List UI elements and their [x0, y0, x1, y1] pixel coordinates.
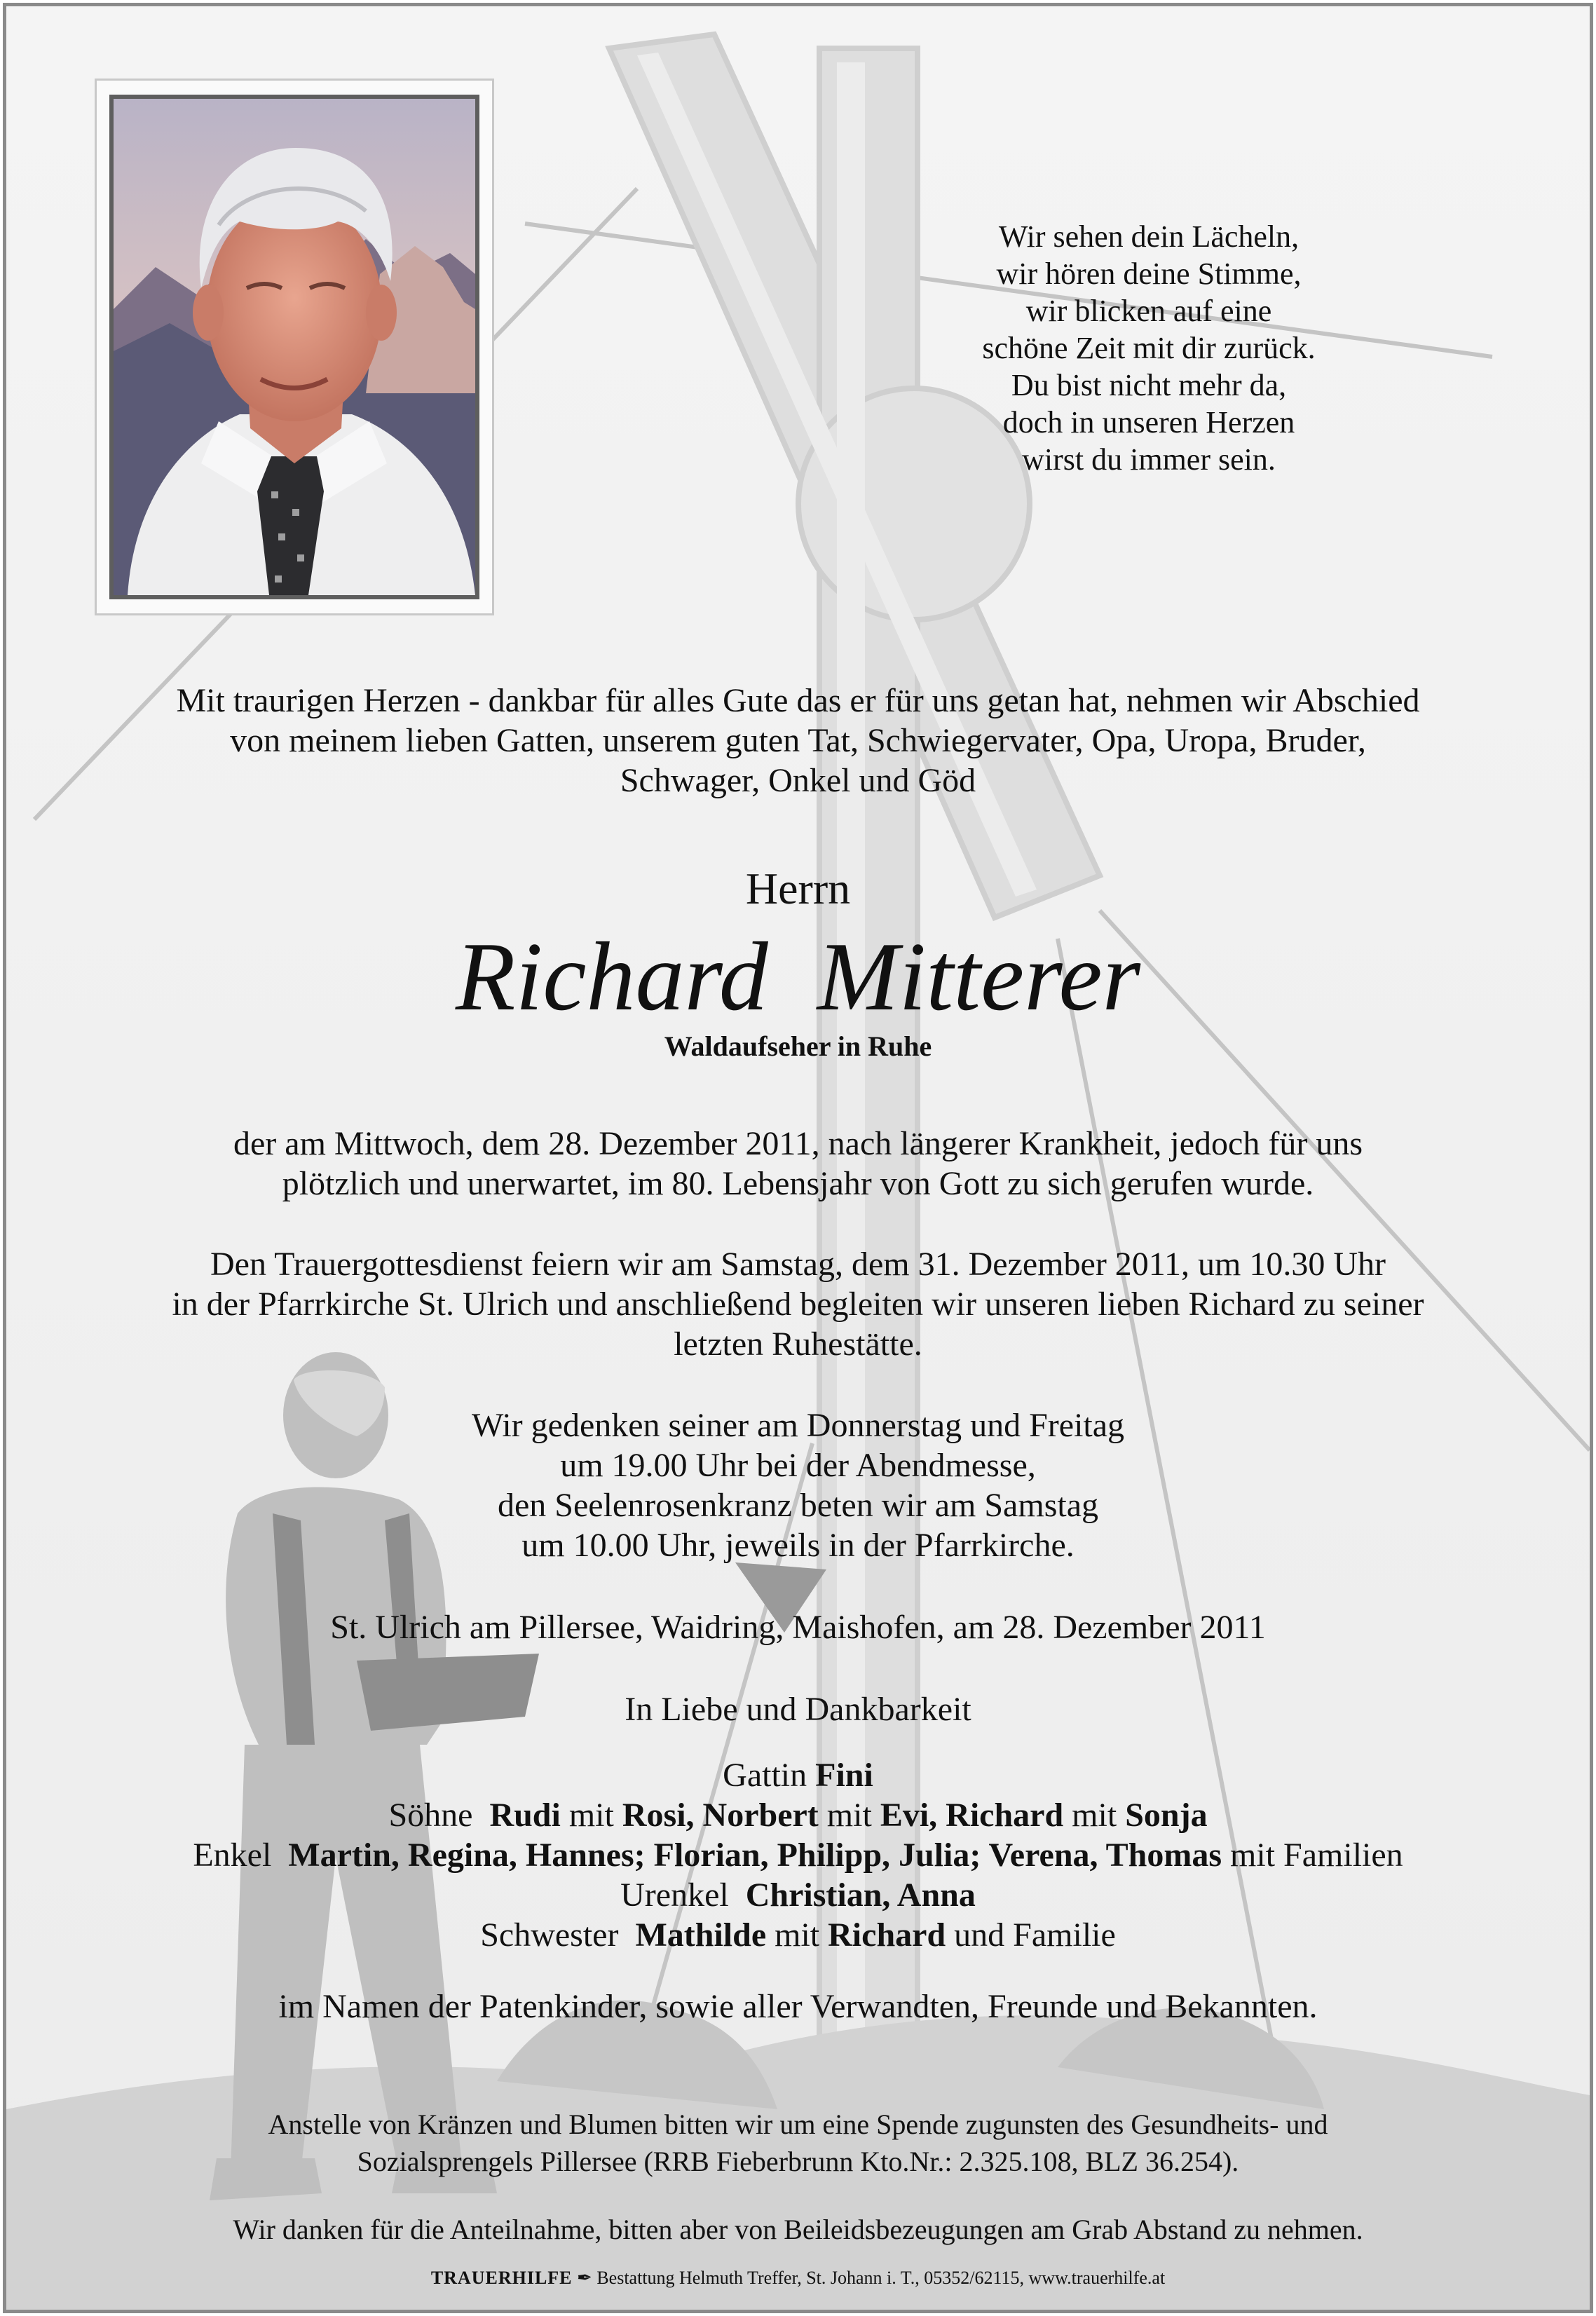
- closing-phrase: In Liebe und Dankbarkeit: [625, 1691, 971, 1728]
- family-member: Rosi,: [622, 1797, 695, 1834]
- family-member: Mathilde: [635, 1916, 767, 1954]
- family-member: Richard: [946, 1797, 1064, 1834]
- place-date: St. Ulrich am Pillersee, Waidring, Maishofen, am 28. Dezember 2011: [330, 1609, 1266, 1646]
- footer-brand: TRAUERHILFE: [430, 2268, 573, 2288]
- footer-text: Bestattung Helmuth Treffer, St. Johann i. T., 05352/62115, www.trauerhilfe.at: [596, 2268, 1166, 2288]
- poem-line: wir hören deine Stimme,: [996, 257, 1302, 291]
- family-member: Evi,: [880, 1797, 938, 1834]
- family-connector: mit: [826, 1797, 872, 1834]
- family-member: Norbert: [702, 1797, 819, 1834]
- portrait-frame: [95, 79, 494, 615]
- feather-icon: ✒: [577, 2268, 592, 2288]
- funeral-line: Den Trauergottesdienst feiern wir am Samstag, dem 31. Dezember 2011, um 10.30 Uhr: [210, 1246, 1386, 1283]
- on-behalf-text: im Namen der Patenkinder, sowie aller Verwandten, Freunde und Bekannten.: [278, 1988, 1318, 2025]
- family-label: Söhne: [388, 1797, 473, 1834]
- portrait-photo: [109, 95, 479, 599]
- memorial-info: [6, 1405, 1590, 1565]
- family-member: Rudi: [489, 1797, 561, 1834]
- donation-line: Anstelle von Kränzen und Blumen bitten wir um eine Spende zugunsten des Gesundheits- und: [268, 2109, 1328, 2140]
- intro-line: von meinem lieben Gatten, unserem guten Tat, Schwiegervater, Opa, Uropa, Bruder,: [230, 722, 1366, 759]
- family-connector: mit: [775, 1916, 820, 1954]
- thanks-text: Wir danken für die Anteilnahme, bitten aber von Beileidsbezeugungen am Grab Abstand zu nehmen.: [233, 2214, 1363, 2245]
- deceased-name: [6, 921, 1590, 1033]
- profession: Waldaufseher in Ruhe: [664, 1030, 932, 1062]
- family-list: [6, 1755, 1590, 1955]
- family-connector: mit: [1072, 1797, 1117, 1834]
- family-line-sister: [6, 1915, 1590, 1955]
- memorial-line: den Seelenrosenkranz beten wir am Samstag: [497, 1487, 1099, 1524]
- intro-text: [6, 681, 1590, 801]
- family-label: Schwester: [480, 1916, 619, 1954]
- memorial-line: um 10.00 Uhr, jeweils in der Pfarrkirche.: [521, 1527, 1075, 1564]
- family-label: Urenkel: [620, 1876, 729, 1914]
- family-member: Fini: [815, 1757, 873, 1794]
- family-connector: und Familie: [954, 1916, 1116, 1954]
- family-line-grandchildren: [6, 1835, 1590, 1875]
- family-connector: mit: [568, 1797, 614, 1834]
- poem-line: wirst du immer sein.: [1022, 442, 1276, 477]
- family-line-sons: [6, 1795, 1590, 1835]
- family-member: Martin, Regina, Hannes; Florian, Philipp, Julia; Verena, Thomas: [288, 1837, 1222, 1874]
- family-member: Christian, Anna: [745, 1876, 976, 1914]
- family-member: Richard: [828, 1916, 946, 1954]
- death-notice-line: der am Mittwoch, dem 28. Dezember 2011, nach längerer Krankheit, jedoch für uns: [233, 1125, 1363, 1162]
- salutation: Herrn: [745, 864, 851, 913]
- last-name: Mitterer: [817, 922, 1141, 1031]
- memorial-line: Wir gedenken seiner am Donnerstag und Freitag: [471, 1407, 1125, 1444]
- notice-frame: [3, 3, 1593, 2313]
- intro-line: Mit traurigen Herzen - dankbar für alles Gute das er für uns getan hat, nehmen wir Abschied: [176, 682, 1420, 719]
- donation-request: [6, 2106, 1590, 2180]
- poem: [868, 218, 1429, 478]
- poem-line: Wir sehen dein Lächeln,: [998, 219, 1300, 254]
- funeral-line: letzten Ruhestätte.: [674, 1326, 922, 1363]
- family-member: Sonja: [1125, 1797, 1208, 1834]
- death-notice: [6, 1124, 1590, 1204]
- intro-line: Schwager, Onkel und Göd: [620, 762, 976, 799]
- family-connector: mit Familien: [1230, 1837, 1403, 1874]
- funeral-line: in der Pfarrkirche St. Ulrich und anschließend begleiten wir unseren lieben Richard zu seiner: [172, 1286, 1424, 1323]
- family-label: Enkel: [193, 1837, 272, 1874]
- death-notice-line: plötzlich und unerwartet, im 80. Lebensjahr von Gott zu sich gerufen wurde.: [282, 1165, 1314, 1202]
- family-line-wife: [6, 1755, 1590, 1795]
- poem-line: Du bist nicht mehr da,: [1011, 368, 1287, 402]
- family-line-great-grandchildren: [6, 1875, 1590, 1915]
- family-label: Gattin: [723, 1757, 807, 1794]
- poem-line: doch in unseren Herzen: [1002, 405, 1295, 440]
- donation-line: Sozialsprengels Pillersee (RRB Fieberbrunn Kto.Nr.: 2.325.108, BLZ 36.254).: [357, 2146, 1239, 2177]
- first-name: Richard: [455, 922, 768, 1031]
- poem-line: wir blicken auf eine: [1025, 294, 1272, 328]
- footer: [6, 2268, 1590, 2289]
- memorial-line: um 19.00 Uhr bei der Abendmesse,: [560, 1447, 1036, 1484]
- funeral-info: [6, 1244, 1590, 1364]
- poem-line: schöne Zeit mit dir zurück.: [982, 331, 1316, 365]
